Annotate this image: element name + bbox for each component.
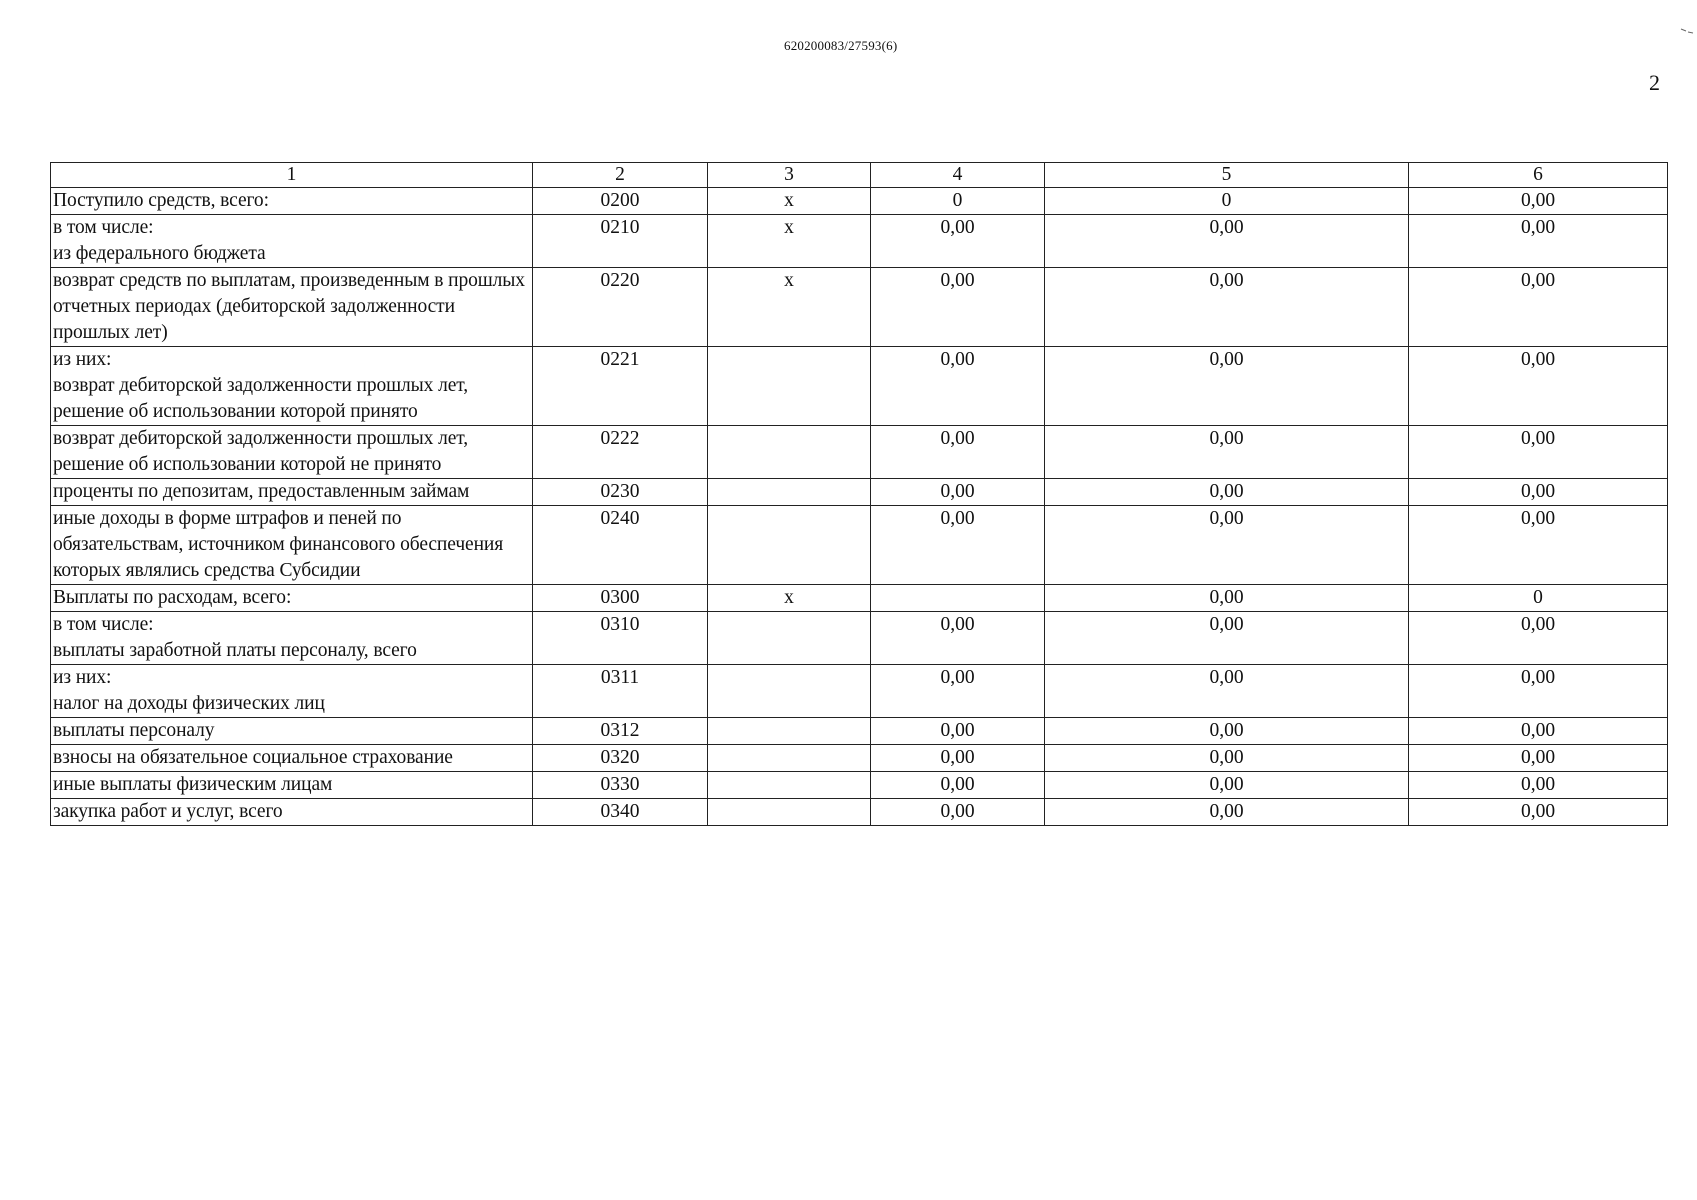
col6-cell: 0 <box>1409 585 1668 612</box>
col6-cell: 0,00 <box>1409 745 1668 772</box>
col5-cell: 0,00 <box>1045 745 1409 772</box>
col3-cell <box>708 612 871 665</box>
col4-cell: 0,00 <box>871 479 1045 506</box>
row-name-cell: иные доходы в форме штрафов и пеней по обязательствам, источником финансового обеспечения которых являлись средства Субсидии <box>51 506 533 585</box>
col5-cell: 0,00 <box>1045 347 1409 426</box>
table-row <box>51 215 1668 268</box>
col6-cell: 0,00 <box>1409 665 1668 718</box>
row-name-cell: закупка работ и услуг, всего <box>51 799 533 826</box>
col6-cell: 0,00 <box>1409 612 1668 665</box>
col4-cell: 0,00 <box>871 426 1045 479</box>
column-number: 4 <box>871 163 1045 188</box>
table-row <box>51 479 1668 506</box>
row-code-cell: 0320 <box>533 745 708 772</box>
row-code-cell: 0240 <box>533 506 708 585</box>
col5-cell: 0,00 <box>1045 718 1409 745</box>
col5-cell: 0,00 <box>1045 268 1409 347</box>
col6-cell: 0,00 <box>1409 772 1668 799</box>
col5-cell: 0,00 <box>1045 772 1409 799</box>
row-code-cell: 0210 <box>533 215 708 268</box>
column-number-row <box>51 163 1668 188</box>
col6-cell: 0,00 <box>1409 479 1668 506</box>
row-name-cell: возврат средств по выплатам, произведенным в прошлых отчетных периодах (дебиторской задолженности прошлых лет) <box>51 268 533 347</box>
row-code-cell: 0330 <box>533 772 708 799</box>
column-number: 5 <box>1045 163 1409 188</box>
col3-cell <box>708 665 871 718</box>
document-code: 620200083/27593(6) <box>784 38 898 53</box>
col5-cell: 0,00 <box>1045 479 1409 506</box>
row-name-cell: Выплаты по расходам, всего: <box>51 585 533 612</box>
col3-cell: x <box>708 585 871 612</box>
table-row <box>51 665 1668 718</box>
table-row <box>51 268 1668 347</box>
row-code-cell: 0300 <box>533 585 708 612</box>
row-code-cell: 0221 <box>533 347 708 426</box>
col3-cell <box>708 718 871 745</box>
col6-cell: 0,00 <box>1409 188 1668 215</box>
col3-cell: x <box>708 268 871 347</box>
row-code-cell: 0222 <box>533 426 708 479</box>
table-row <box>51 347 1668 426</box>
column-number: 1 <box>51 163 533 188</box>
col5-cell: 0,00 <box>1045 215 1409 268</box>
col6-cell: 0,00 <box>1409 506 1668 585</box>
col4-cell: 0,00 <box>871 718 1045 745</box>
column-number: 3 <box>708 163 871 188</box>
row-code-cell: 0310 <box>533 612 708 665</box>
table-row <box>51 506 1668 585</box>
row-name-cell: в том числе: из федерального бюджета <box>51 215 533 268</box>
table-row <box>51 718 1668 745</box>
col4-cell: 0 <box>871 188 1045 215</box>
row-code-cell: 0312 <box>533 718 708 745</box>
col4-cell: 0,00 <box>871 799 1045 826</box>
col3-cell <box>708 479 871 506</box>
row-name-cell: проценты по депозитам, предоставленным займам <box>51 479 533 506</box>
row-code-cell: 0200 <box>533 188 708 215</box>
col4-cell: 0,00 <box>871 745 1045 772</box>
col4-cell: 0,00 <box>871 612 1045 665</box>
column-number: 2 <box>533 163 708 188</box>
col4-cell: 0,00 <box>871 268 1045 347</box>
row-name-cell: в том числе: выплаты заработной платы персоналу, всего <box>51 612 533 665</box>
table-row <box>51 612 1668 665</box>
col3-cell <box>708 772 871 799</box>
col3-cell <box>708 426 871 479</box>
table-row <box>51 585 1668 612</box>
table-row <box>51 799 1668 826</box>
table-row <box>51 188 1668 215</box>
row-name-cell: из них: налог на доходы физических лиц <box>51 665 533 718</box>
col3-cell <box>708 799 871 826</box>
row-code-cell: 0311 <box>533 665 708 718</box>
col6-cell: 0,00 <box>1409 215 1668 268</box>
page-number: 2 <box>1649 70 1660 95</box>
col4-cell: 0,00 <box>871 665 1045 718</box>
col6-cell: 0,00 <box>1409 268 1668 347</box>
col5-cell: 0,00 <box>1045 506 1409 585</box>
row-name-cell: Поступило средств, всего: <box>51 188 533 215</box>
col3-cell <box>708 745 871 772</box>
col5-cell: 0,00 <box>1045 426 1409 479</box>
col6-cell: 0,00 <box>1409 426 1668 479</box>
col4-cell: 0,00 <box>871 347 1045 426</box>
col6-cell: 0,00 <box>1409 799 1668 826</box>
col5-cell: 0 <box>1045 188 1409 215</box>
col5-cell: 0,00 <box>1045 585 1409 612</box>
col3-cell <box>708 347 871 426</box>
col4-cell: 0,00 <box>871 215 1045 268</box>
col4-cell <box>871 585 1045 612</box>
table-row <box>51 426 1668 479</box>
row-name-cell: из них: возврат дебиторской задолженности прошлых лет, решение об использовании которой принято <box>51 347 533 426</box>
row-code-cell: 0230 <box>533 479 708 506</box>
row-code-cell: 0220 <box>533 268 708 347</box>
col3-cell: x <box>708 188 871 215</box>
col5-cell: 0,00 <box>1045 665 1409 718</box>
col5-cell: 0,00 <box>1045 799 1409 826</box>
scan-artifact-mark <box>1680 20 1694 34</box>
row-name-cell: взносы на обязательное социальное страхование <box>51 745 533 772</box>
report-table <box>50 162 1668 826</box>
row-name-cell: выплаты персоналу <box>51 718 533 745</box>
row-name-cell: возврат дебиторской задолженности прошлых лет, решение об использовании которой не принято <box>51 426 533 479</box>
col6-cell: 0,00 <box>1409 347 1668 426</box>
col3-cell: x <box>708 215 871 268</box>
col4-cell: 0,00 <box>871 772 1045 799</box>
col3-cell <box>708 506 871 585</box>
table-row <box>51 772 1668 799</box>
col5-cell: 0,00 <box>1045 612 1409 665</box>
row-code-cell: 0340 <box>533 799 708 826</box>
table-row <box>51 745 1668 772</box>
col6-cell: 0,00 <box>1409 718 1668 745</box>
row-name-cell: иные выплаты физическим лицам <box>51 772 533 799</box>
col4-cell: 0,00 <box>871 506 1045 585</box>
column-number: 6 <box>1409 163 1668 188</box>
